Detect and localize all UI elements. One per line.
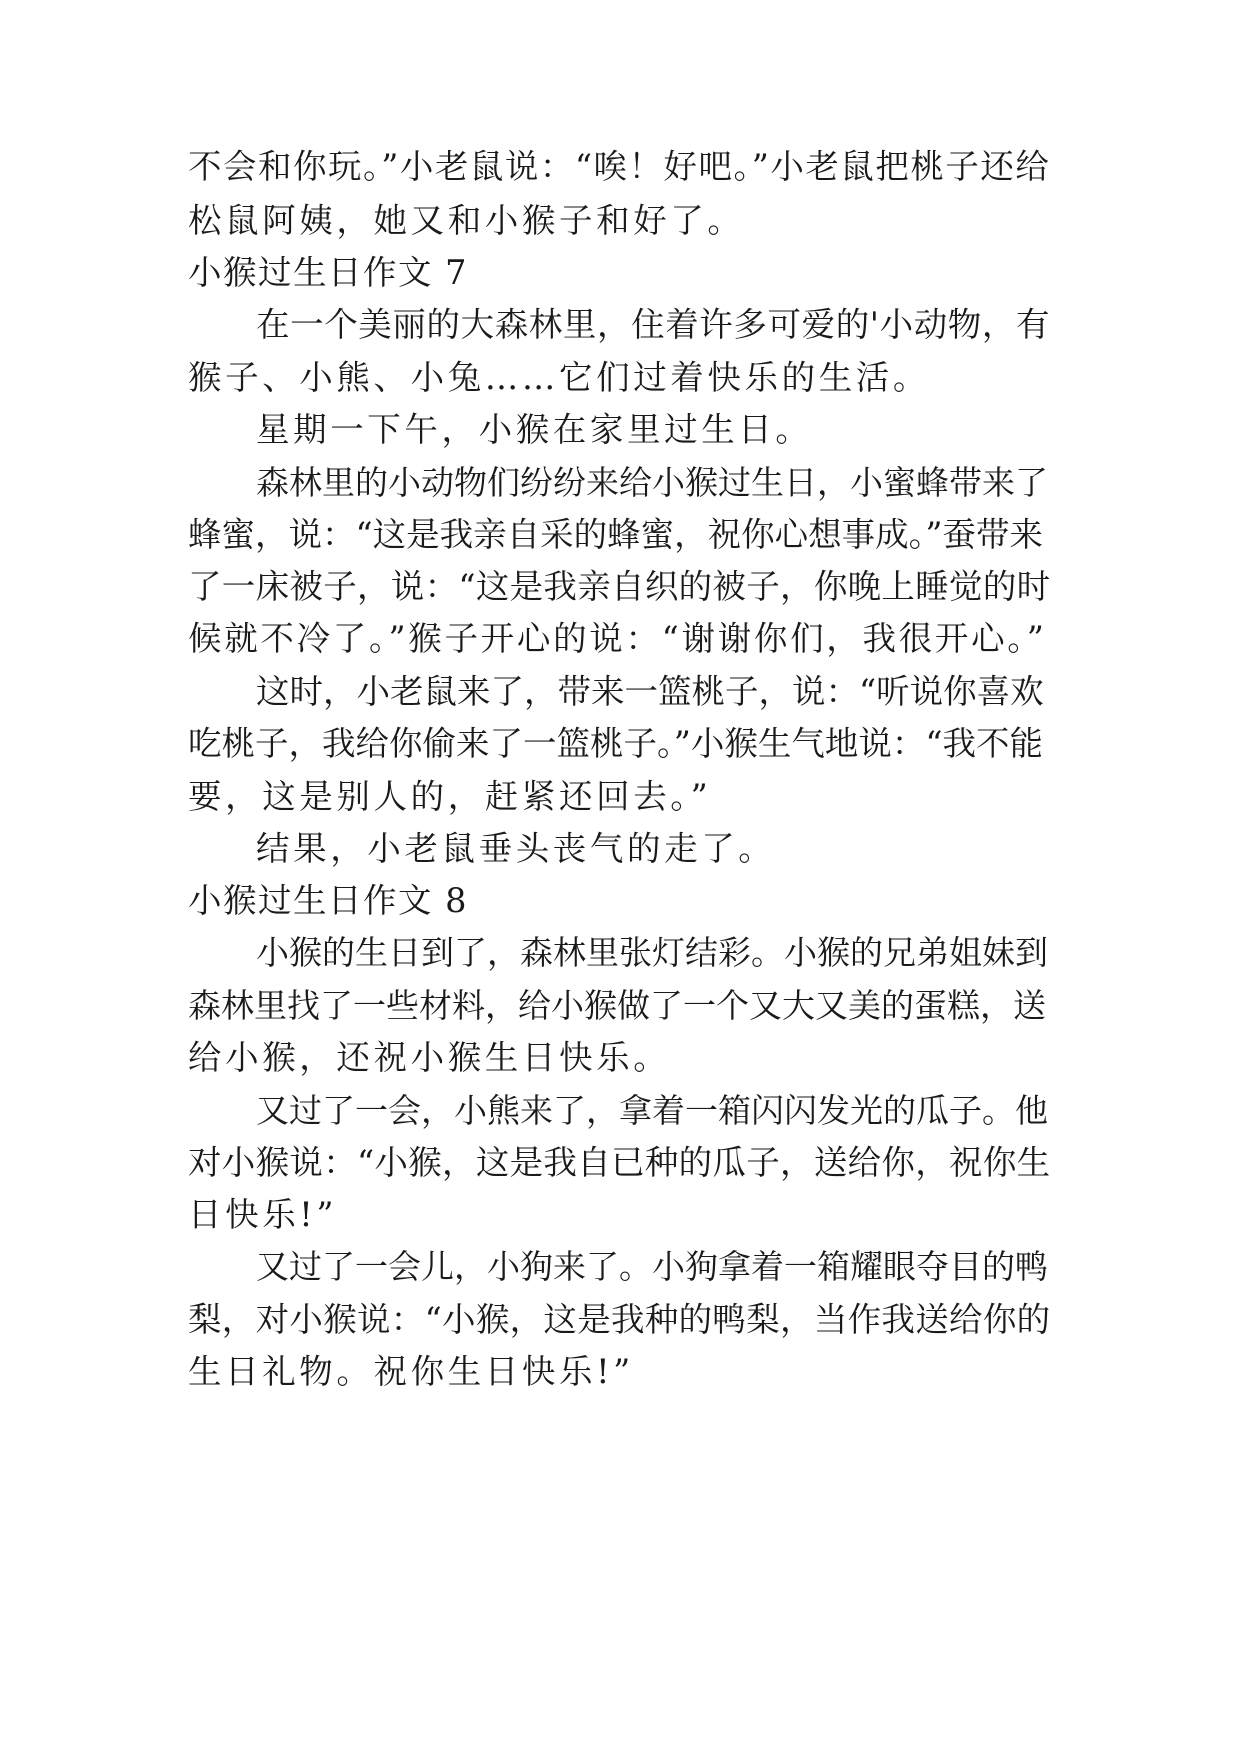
text-line: 日快乐!” — [188, 1195, 338, 1234]
text-line: 了一床被子，说：“这是我亲自织的被子，你晚上睡觉的时 — [188, 567, 1051, 606]
section-heading: 小猴过生日作文 7 — [188, 253, 468, 292]
text-line: 森林里的小动物们纷纷来给小猴过生日，小蜜蜂带来了 — [256, 463, 1048, 502]
text-line: 梨，对小猴说：“小猴，这是我种的鸭梨，当作我送给你的 — [188, 1300, 1051, 1339]
text-line: 在一个美丽的大森林里，住着许多可爱的'小动物，有 — [256, 305, 1051, 344]
text-line: 吃桃子，我给你偷来了一篮桃子。”小猴生气地说：“我不能 — [188, 724, 1044, 763]
text-line: 结果，小老鼠垂头丧气的走了。 — [256, 829, 776, 868]
text-line: 候就不冷了。”猴子开心的说：“谢谢你们，我很开心。” — [188, 619, 1047, 658]
text-line: 小猴的生日到了，森林里张灯结彩。小猴的兄弟姐妹到 — [256, 933, 1048, 972]
section-heading: 小猴过生日作文 8 — [188, 881, 468, 920]
text-line: 给小猴，还祝小猴生日快乐。 — [188, 1038, 671, 1077]
text-line: 生日礼物。祝你生日快乐!” — [188, 1352, 634, 1391]
text-line: 又过了一会，小熊来了，拿着一箱闪闪发光的瓜子。他 — [256, 1091, 1048, 1130]
text-line: 要，这是别人的，赶紧还回去。” — [188, 777, 712, 816]
text-line: 森林里找了一些材料，给小猴做了一个又大又美的蛋糕，送 — [188, 986, 1046, 1025]
text-line: 对小猴说：“小猴，这是我自已种的瓜子，送给你，祝你生 — [188, 1143, 1051, 1182]
text-line: 这时，小老鼠来了，带来一篮桃子，说：“听说你喜欢 — [256, 672, 1044, 711]
text-line: 星期一下午，小猴在家里过生日。 — [256, 410, 813, 449]
text-line: 不会和你玩。”小老鼠说：“唉！好吧。”小老鼠把桃子还给 — [188, 147, 1051, 186]
text-line: 蜂蜜，说：“这是我亲自采的蜂蜜，祝你心想事成。”蚕带来 — [188, 515, 1044, 554]
text-line: 又过了一会儿，小狗来了。小狗拿着一箱耀眼夺目的鸭 — [256, 1247, 1048, 1286]
text-line: 猴子、小熊、小兔……它们过着快乐的生活。 — [188, 358, 930, 397]
document-page — [188, 0, 1050, 1754]
text-line: 松鼠阿姨，她又和小猴子和好了。 — [188, 201, 745, 240]
